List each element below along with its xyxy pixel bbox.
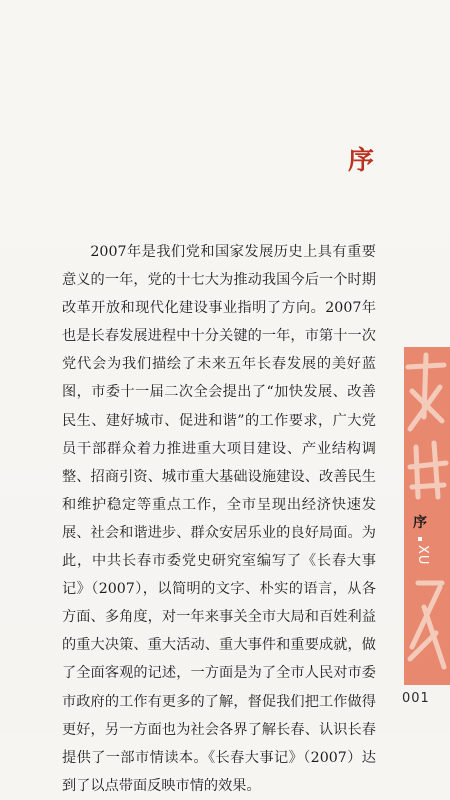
side-tab-label: 序 — [413, 515, 427, 531]
side-tab-romanization: XU — [415, 545, 430, 566]
page-number: 001 — [402, 691, 430, 706]
preface-body — [62, 238, 376, 800]
preface-paragraph: 2007年是我们党和国家发展历史上具有重要意义的一年，党的十七大为推动我国今后一个时期改革开放和现代化建设事业指明了方向。2007年也是长春发展进程中十分关键的一年，市第十一次党代会为我们描绘了未来五年长春发展的美好蓝图，市委十一届二次全会提出了“加快发展、改善民生、建好城市、促进和谐”的工作要求，广大党员干部群众着力推进重大项目建设、产业结构调整、招商引资、城市重大基础设施建设、改善民生和维护稳定等重点工作，全市呈现出经济快速发展、社会和谐进步、群众安居乐业的良好局面。为此，中共长春市委党史研究室编写了《长春大事记》（2007），以简明的文字、朴实的语言，从各方面、多角度，对一年来事关全市大局和百姓利益的重大决策、重大活动、重大事件和重要成就，做了全面客观的记述，一方面是为了全市人民对市委市政府的工作有更多的了解，督促我们把工作做得更好，另一方面也为社会各界了解长春、认识长春提供了一部市情读本。《长春大事记》（2007）达到了以点带面反映市情的效果。 — [62, 244, 376, 794]
section-heading: 序 — [348, 146, 377, 176]
side-tab-separator — [418, 537, 422, 541]
chapter-side-tab — [404, 347, 450, 685]
